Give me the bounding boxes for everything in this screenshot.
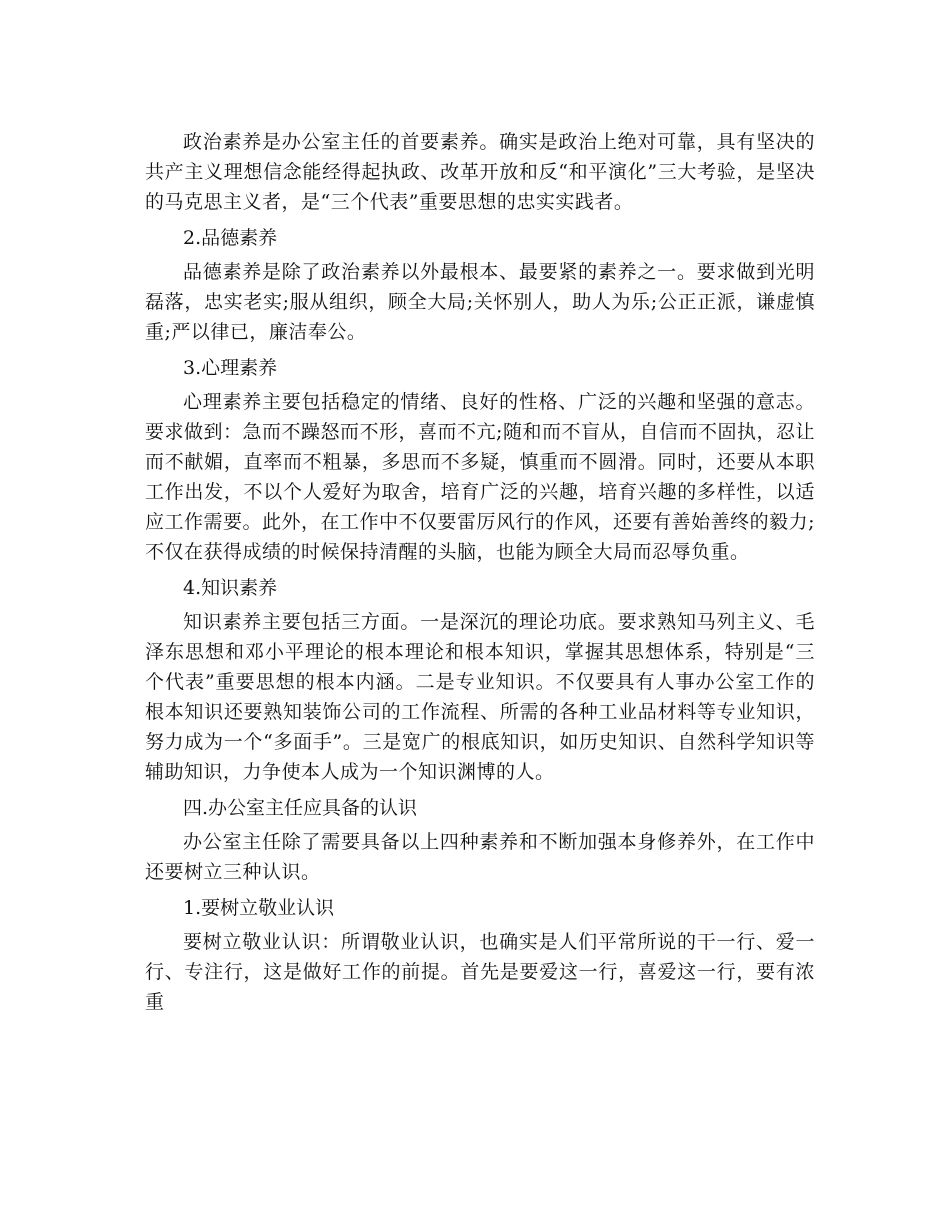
paragraph-three-awareness: 办公室主任除了需要具备以上四种素养和不断加强本身修养外，在工作中还要树立三种认识。 [145, 831, 815, 883]
paragraph-psychological-quality: 心理素养主要包括稳定的情绪、良好的性格、广泛的兴趣和坚强的意志。要求做到：急而不躁怒而不形，喜而不亢;随和而不盲从，自信而不固执，忍让而不献媚，直率而不粗暴，多思而不多疑，慎重而不圆滑。同时，还要从本职工作出发，不以个人爱好为取舍，培育广泛的兴趣，培育兴趣的多样性，以适应工作需要。此外，在工作中不仅要雷厉风行的作风，还要有善始善终的毅力;不仅在获得成绩的时候保持清醒的头脑，也能为顾全大局而忍辱负重。 [145, 391, 815, 563]
paragraph-moral-quality: 品德素养是除了政治素养以外最根本、最要紧的素养之一。要求做到光明磊落，忠实老实;服从组织，顾全大局;关怀别人，助人为乐;公正正派，谦虚慎重;严以律已，廉洁奉公。 [145, 261, 815, 343]
paragraph-political-quality: 政治素养是办公室主任的首要素养。确实是政治上绝对可靠，具有坚决的共产主义理想信念能经得起执政、改革开放和反“和平演化”三大考验，是坚决的马克思主义者，是“三个代表”重要思想的忠实实践者。 [145, 131, 815, 213]
heading-psychological-quality: 3.心理素养 [183, 357, 278, 379]
heading-dedication-awareness: 1.要树立敬业认识 [183, 897, 335, 919]
document-body [145, 127, 815, 1017]
heading-section-four: 四.办公室主任应具备的认识 [183, 797, 418, 819]
paragraph-dedication-awareness: 要树立敬业认识：所谓敬业认识，也确实是人们平常所说的干一行、爱一行、专注行，这是做好工作的前提。首先是要爱这一行，喜爱这一行，要有浓重 [145, 931, 815, 1013]
paragraph-knowledge-quality: 知识素养主要包括三方面。一是深沉的理论功底。要求熟知马列主义、毛泽东思想和邓小平理论的根本理论和根本知识，掌握其思想体系，特别是“三个代表”重要思想的根本内涵。二是专业知识。不仅要具有人事办公室工作的根本知识还要熟知装饰公司的工作流程、所需的各种工业品材料等专业知识，努力成为一个“多面手”。三是宽广的根底知识，如历史知识、自然科学知识等辅助知识，力争使本人成为一个知识渊博的人。 [145, 611, 815, 783]
heading-knowledge-quality: 4.知识素养 [183, 577, 278, 599]
heading-moral-quality: 2.品德素养 [183, 227, 278, 249]
